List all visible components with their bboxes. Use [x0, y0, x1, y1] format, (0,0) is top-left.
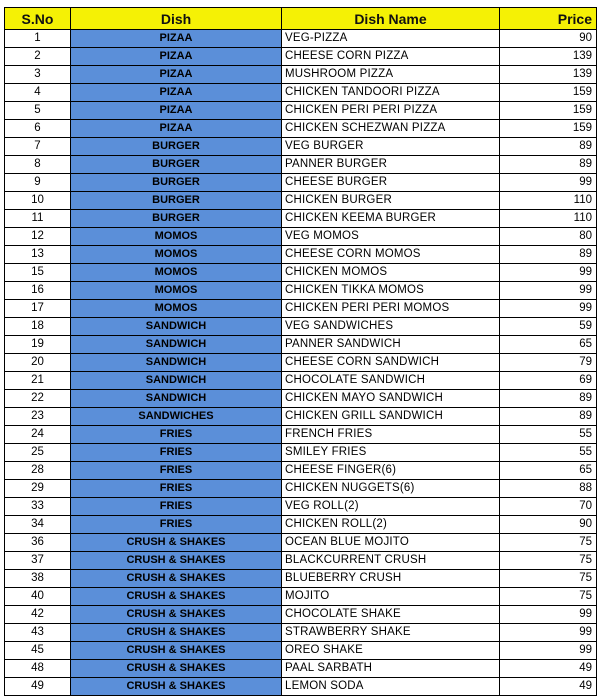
- cell-price[interactable]: 75: [500, 570, 597, 588]
- cell-price[interactable]: 49: [500, 678, 597, 696]
- cell-sno[interactable]: 21: [5, 372, 71, 390]
- cell-dish-category[interactable]: SANDWICHES: [71, 408, 282, 426]
- cell-dish-category[interactable]: SANDWICH: [71, 336, 282, 354]
- table-row: [5, 606, 597, 624]
- cell-dish-name[interactable]: CHEESE FINGER(6): [282, 462, 500, 480]
- cell-sno[interactable]: 23: [5, 408, 71, 426]
- cell-price[interactable]: 159: [500, 102, 597, 120]
- cell-sno[interactable]: 6: [5, 120, 71, 138]
- cell-dish-name[interactable]: OCEAN BLUE MOJITO: [282, 534, 500, 552]
- cell-sno[interactable]: 37: [5, 552, 71, 570]
- cell-dish-category[interactable]: BURGER: [71, 192, 282, 210]
- table-row: [5, 516, 597, 534]
- cell-price[interactable]: 99: [500, 264, 597, 282]
- table-row: [5, 84, 597, 102]
- cell-dish-name[interactable]: CHICKEN SCHEZWAN PIZZA: [282, 120, 500, 138]
- cell-dish-name[interactable]: VEG SANDWICHES: [282, 318, 500, 336]
- cell-price[interactable]: 139: [500, 48, 597, 66]
- table-row: [5, 552, 597, 570]
- cell-dish-name[interactable]: CHICKEN KEEMA BURGER: [282, 210, 500, 228]
- menu-spreadsheet: [4, 7, 597, 696]
- cell-sno[interactable]: 17: [5, 300, 71, 318]
- cell-sno[interactable]: 13: [5, 246, 71, 264]
- table-row: [5, 336, 597, 354]
- table-row: [5, 588, 597, 606]
- cell-dish-name[interactable]: CHICKEN MAYO SANDWICH: [282, 390, 500, 408]
- cell-sno[interactable]: 7: [5, 138, 71, 156]
- cell-dish-category[interactable]: SANDWICH: [71, 354, 282, 372]
- cell-dish-name[interactable]: CHEESE CORN PIZZA: [282, 48, 500, 66]
- cell-dish-category[interactable]: CRUSH & SHAKES: [71, 570, 282, 588]
- cell-price[interactable]: 110: [500, 192, 597, 210]
- cell-price[interactable]: 99: [500, 642, 597, 660]
- cell-dish-category[interactable]: SANDWICH: [71, 318, 282, 336]
- cell-sno[interactable]: 20: [5, 354, 71, 372]
- cell-dish-category[interactable]: CRUSH & SHAKES: [71, 642, 282, 660]
- table-row: [5, 156, 597, 174]
- table-row: [5, 192, 597, 210]
- table-row: [5, 228, 597, 246]
- cell-dish-name[interactable]: CHICKEN TIKKA MOMOS: [282, 282, 500, 300]
- table-row: [5, 300, 597, 318]
- cell-price[interactable]: 89: [500, 156, 597, 174]
- table-row: [5, 426, 597, 444]
- cell-price[interactable]: 99: [500, 624, 597, 642]
- table-row: [5, 390, 597, 408]
- cell-dish-category[interactable]: CRUSH & SHAKES: [71, 660, 282, 678]
- cell-sno[interactable]: 42: [5, 606, 71, 624]
- cell-price[interactable]: 69: [500, 372, 597, 390]
- cell-dish-name[interactable]: CHEESE CORN MOMOS: [282, 246, 500, 264]
- table-row: [5, 138, 597, 156]
- cell-dish-category[interactable]: CRUSH & SHAKES: [71, 624, 282, 642]
- cell-dish-category[interactable]: MOMOS: [71, 246, 282, 264]
- cell-sno[interactable]: 4: [5, 84, 71, 102]
- table-row: [5, 462, 597, 480]
- cell-sno[interactable]: 1: [5, 30, 71, 48]
- table-row: [5, 210, 597, 228]
- cell-dish-name[interactable]: BLUEBERRY CRUSH: [282, 570, 500, 588]
- cell-dish-category[interactable]: BURGER: [71, 156, 282, 174]
- cell-dish-category[interactable]: BURGER: [71, 138, 282, 156]
- cell-dish-name[interactable]: SMILEY FRIES: [282, 444, 500, 462]
- cell-dish-name[interactable]: PANNER SANDWICH: [282, 336, 500, 354]
- cell-price[interactable]: 75: [500, 588, 597, 606]
- cell-dish-name[interactable]: CHICKEN TANDOORI PIZZA: [282, 84, 500, 102]
- table-row: [5, 498, 597, 516]
- cell-dish-name[interactable]: VEG-PIZZA: [282, 30, 500, 48]
- header-dish[interactable]: Dish: [71, 8, 282, 30]
- cell-sno[interactable]: 43: [5, 624, 71, 642]
- cell-dish-category[interactable]: CRUSH & SHAKES: [71, 678, 282, 696]
- cell-sno[interactable]: 2: [5, 48, 71, 66]
- cell-price[interactable]: 55: [500, 426, 597, 444]
- cell-dish-category[interactable]: CRUSH & SHAKES: [71, 588, 282, 606]
- cell-price[interactable]: 159: [500, 120, 597, 138]
- cell-price[interactable]: 70: [500, 498, 597, 516]
- cell-sno[interactable]: 18: [5, 318, 71, 336]
- cell-price[interactable]: 59: [500, 318, 597, 336]
- cell-dish-name[interactable]: PANNER BURGER: [282, 156, 500, 174]
- cell-price[interactable]: 110: [500, 210, 597, 228]
- cell-price[interactable]: 65: [500, 336, 597, 354]
- cell-dish-category[interactable]: PIZAA: [71, 30, 282, 48]
- menu-table: [4, 7, 597, 696]
- cell-dish-category[interactable]: CRUSH & SHAKES: [71, 552, 282, 570]
- table-row: [5, 318, 597, 336]
- cell-price[interactable]: 90: [500, 516, 597, 534]
- cell-dish-category[interactable]: PIZAA: [71, 84, 282, 102]
- cell-dish-category[interactable]: PIZAA: [71, 120, 282, 138]
- cell-sno[interactable]: 10: [5, 192, 71, 210]
- cell-dish-name[interactable]: MUSHROOM PIZZA: [282, 66, 500, 84]
- cell-dish-name[interactable]: CHICKEN GRILL SANDWICH: [282, 408, 500, 426]
- cell-dish-name[interactable]: CHEESE BURGER: [282, 174, 500, 192]
- cell-sno[interactable]: 11: [5, 210, 71, 228]
- cell-dish-name[interactable]: PAAL SARBATH: [282, 660, 500, 678]
- table-row: [5, 282, 597, 300]
- cell-dish-category[interactable]: CRUSH & SHAKES: [71, 606, 282, 624]
- cell-price[interactable]: 89: [500, 138, 597, 156]
- cell-dish-name[interactable]: CHOCOLATE SHAKE: [282, 606, 500, 624]
- table-row: [5, 246, 597, 264]
- cell-dish-category[interactable]: MOMOS: [71, 228, 282, 246]
- cell-sno[interactable]: 38: [5, 570, 71, 588]
- cell-sno[interactable]: 25: [5, 444, 71, 462]
- cell-price[interactable]: 55: [500, 444, 597, 462]
- table-row: [5, 660, 597, 678]
- table-row: [5, 48, 597, 66]
- cell-dish-name[interactable]: MOJITO: [282, 588, 500, 606]
- cell-sno[interactable]: 48: [5, 660, 71, 678]
- table-row: [5, 534, 597, 552]
- cell-price[interactable]: 88: [500, 480, 597, 498]
- cell-price[interactable]: 49: [500, 660, 597, 678]
- cell-price[interactable]: 159: [500, 84, 597, 102]
- header-sno[interactable]: S.No: [5, 8, 71, 30]
- table-row: [5, 480, 597, 498]
- cell-sno[interactable]: 5: [5, 102, 71, 120]
- cell-sno[interactable]: 19: [5, 336, 71, 354]
- table-row: [5, 372, 597, 390]
- cell-sno[interactable]: 3: [5, 66, 71, 84]
- table-row: [5, 264, 597, 282]
- cell-dish-name[interactable]: VEG ROLL(2): [282, 498, 500, 516]
- cell-sno[interactable]: 8: [5, 156, 71, 174]
- table-row: [5, 570, 597, 588]
- cell-dish-category[interactable]: FRIES: [71, 444, 282, 462]
- cell-dish-name[interactable]: CHOCOLATE SANDWICH: [282, 372, 500, 390]
- cell-dish-category[interactable]: MOMOS: [71, 282, 282, 300]
- cell-dish-category[interactable]: FRIES: [71, 516, 282, 534]
- cell-sno[interactable]: 45: [5, 642, 71, 660]
- cell-dish-name[interactable]: BLACKCURRENT CRUSH: [282, 552, 500, 570]
- cell-dish-name[interactable]: CHICKEN NUGGETS(6): [282, 480, 500, 498]
- cell-dish-category[interactable]: BURGER: [71, 174, 282, 192]
- table-row: [5, 678, 597, 696]
- cell-sno[interactable]: 49: [5, 678, 71, 696]
- table-row: [5, 30, 597, 48]
- cell-dish-name[interactable]: CHICKEN PERI PERI MOMOS: [282, 300, 500, 318]
- cell-dish-category[interactable]: CRUSH & SHAKES: [71, 534, 282, 552]
- cell-dish-category[interactable]: FRIES: [71, 462, 282, 480]
- cell-dish-category[interactable]: FRIES: [71, 426, 282, 444]
- cell-dish-category[interactable]: SANDWICH: [71, 390, 282, 408]
- cell-price[interactable]: 90: [500, 30, 597, 48]
- cell-sno[interactable]: 22: [5, 390, 71, 408]
- cell-sno[interactable]: 24: [5, 426, 71, 444]
- cell-dish-name[interactable]: CHICKEN PERI PERI PIZZA: [282, 102, 500, 120]
- header-dish-name[interactable]: Dish Name: [282, 8, 500, 30]
- cell-dish-name[interactable]: FRENCH FRIES: [282, 426, 500, 444]
- table-row: [5, 102, 597, 120]
- cell-dish-name[interactable]: CHICKEN BURGER: [282, 192, 500, 210]
- table-row: [5, 120, 597, 138]
- table-row: [5, 642, 597, 660]
- cell-price[interactable]: 99: [500, 606, 597, 624]
- cell-dish-name[interactable]: STRAWBERRY SHAKE: [282, 624, 500, 642]
- cell-dish-name[interactable]: OREO SHAKE: [282, 642, 500, 660]
- cell-price[interactable]: 139: [500, 66, 597, 84]
- cell-dish-category[interactable]: PIZAA: [71, 48, 282, 66]
- cell-price[interactable]: 75: [500, 552, 597, 570]
- cell-price[interactable]: 89: [500, 390, 597, 408]
- cell-sno[interactable]: 36: [5, 534, 71, 552]
- table-row: [5, 174, 597, 192]
- table-row: [5, 624, 597, 642]
- cell-sno[interactable]: 33: [5, 498, 71, 516]
- cell-dish-category[interactable]: FRIES: [71, 480, 282, 498]
- cell-sno[interactable]: 34: [5, 516, 71, 534]
- cell-dish-name[interactable]: LEMON SODA: [282, 678, 500, 696]
- cell-price[interactable]: 99: [500, 282, 597, 300]
- cell-sno[interactable]: 15: [5, 264, 71, 282]
- cell-sno[interactable]: 16: [5, 282, 71, 300]
- cell-price[interactable]: 75: [500, 534, 597, 552]
- cell-dish-name[interactable]: VEG BURGER: [282, 138, 500, 156]
- cell-price[interactable]: 89: [500, 408, 597, 426]
- table-row: [5, 444, 597, 462]
- cell-price[interactable]: 89: [500, 246, 597, 264]
- cell-dish-category[interactable]: PIZAA: [71, 66, 282, 84]
- cell-dish-category[interactable]: MOMOS: [71, 264, 282, 282]
- cell-sno[interactable]: 29: [5, 480, 71, 498]
- header-price[interactable]: Price: [500, 8, 597, 30]
- cell-price[interactable]: 80: [500, 228, 597, 246]
- cell-dish-name[interactable]: CHICKEN MOMOS: [282, 264, 500, 282]
- cell-price[interactable]: 99: [500, 174, 597, 192]
- cell-sno[interactable]: 12: [5, 228, 71, 246]
- cell-price[interactable]: 99: [500, 300, 597, 318]
- cell-dish-name[interactable]: VEG MOMOS: [282, 228, 500, 246]
- header-row: [5, 8, 597, 30]
- cell-price[interactable]: 79: [500, 354, 597, 372]
- cell-dish-category[interactable]: SANDWICH: [71, 372, 282, 390]
- cell-sno[interactable]: 9: [5, 174, 71, 192]
- table-row: [5, 354, 597, 372]
- cell-dish-name[interactable]: CHICKEN ROLL(2): [282, 516, 500, 534]
- table-row: [5, 66, 597, 84]
- cell-price[interactable]: 65: [500, 462, 597, 480]
- cell-sno[interactable]: 40: [5, 588, 71, 606]
- cell-dish-category[interactable]: MOMOS: [71, 300, 282, 318]
- table-row: [5, 408, 597, 426]
- cell-dish-category[interactable]: PIZAA: [71, 102, 282, 120]
- cell-dish-name[interactable]: CHEESE CORN SANDWICH: [282, 354, 500, 372]
- cell-dish-category[interactable]: FRIES: [71, 498, 282, 516]
- cell-sno[interactable]: 28: [5, 462, 71, 480]
- cell-dish-category[interactable]: BURGER: [71, 210, 282, 228]
